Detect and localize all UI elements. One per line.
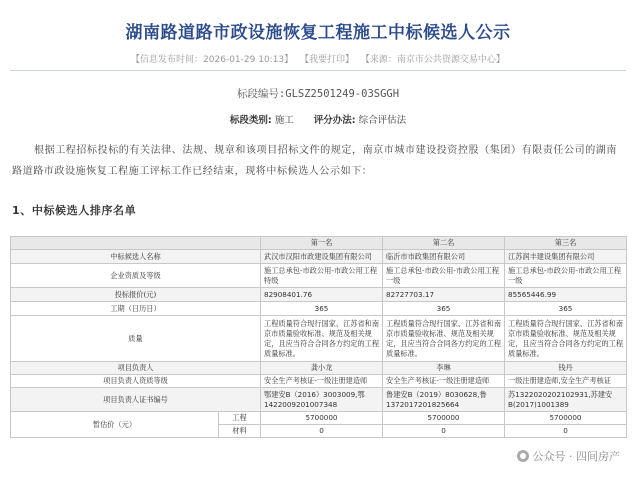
table-cell: 安全生产考核证-一级注册建造师 — [383, 375, 505, 388]
method-label: 评分办法: — [313, 115, 356, 126]
table-cell: 施工总承包-市政公用-市政公用工程一级 — [383, 264, 505, 288]
table-cell: 0 — [383, 425, 505, 438]
table-cell: 江苏润丰建设集团有限公司 — [505, 250, 627, 264]
table-cell: 鲁建安B（2019）8030628,鲁1372017201825664 — [383, 388, 505, 412]
table-cell: 5700000 — [505, 412, 627, 425]
wechat-icon — [517, 450, 529, 462]
table-cell: 0 — [261, 425, 383, 438]
table-cell: 365 — [505, 302, 627, 316]
type-line — [0, 112, 636, 126]
table-cell: 85565446.99 — [505, 288, 627, 302]
table-cell: 82727703.17 — [383, 288, 505, 302]
intro-paragraph: 根据工程招标投标的有关法律、法规、规章和该项目招标文件的规定，南京市城市建设投资控股（集团）有限责任公司的湖南路道路市政设施恢复工程施工评标工作已经结束，现将中标候选人公示如下： — [12, 145, 617, 177]
section-heading: 1、中标候选人排序名单 — [12, 204, 137, 217]
table-cell: 365 — [383, 302, 505, 316]
watermark — [513, 446, 625, 466]
meta-bar — [0, 52, 636, 65]
table-row — [11, 388, 627, 412]
header-empty-cell — [11, 237, 261, 250]
row-label: 项目负责人证书编号 — [11, 388, 261, 412]
header-rank-2: 第二名 — [383, 237, 505, 250]
table-cell: 李琳 — [383, 362, 505, 375]
row-label: 工期（日历日） — [11, 302, 261, 316]
row-label: 质量 — [11, 316, 261, 362]
candidates-table — [10, 236, 627, 438]
title-divider — [10, 70, 626, 71]
table-cell: 5700000 — [383, 412, 505, 425]
row-label: 中标候选人名称 — [11, 250, 261, 264]
table-cell: 365 — [261, 302, 383, 316]
table-cell: 工程质量符合现行国家、江苏省和南京市质量验收标准、规范及相关规定，且应当符合合同各方约定的工程质量标准。 — [383, 316, 505, 362]
table-cell: 工程质量符合现行国家、江苏省和南京市质量验收标准、规范及相关规定，且应当符合合同各方约定的工程质量标准。 — [261, 316, 383, 362]
table-row — [11, 362, 627, 375]
source-label: 【来源：南京市公共资源交易中心】 — [360, 55, 505, 65]
row-label: 企业资质及等级 — [11, 264, 261, 288]
table-cell: 钱丹 — [505, 362, 627, 375]
header-rank-3: 第三名 — [505, 237, 627, 250]
table-header-row — [11, 237, 627, 250]
publish-time: 【信息发布时间：2026-01-29 10:13】 — [131, 55, 294, 65]
table-row — [11, 302, 627, 316]
sub-row-label: 材料 — [219, 425, 261, 438]
table-cell: 龚小龙 — [261, 362, 383, 375]
table-cell: 临沂市市政集团有限公司 — [383, 250, 505, 264]
table-cell: 武汉市汉阳市政建设集团有限公司 — [261, 250, 383, 264]
table-row — [11, 375, 627, 388]
type-label: 标段类别: — [229, 115, 272, 126]
method-value: 综合评估法 — [358, 115, 407, 126]
table-row — [11, 250, 627, 264]
table-cell: 苏1322020202102931,苏建安B(2017)1001389 — [505, 388, 627, 412]
table-row — [11, 316, 627, 362]
table-cell: 施工总承包-市政公用-市政公用工程特级 — [261, 264, 383, 288]
table-cell: 5700000 — [261, 412, 383, 425]
table-cell: 安全生产考核证-一级注册建造师 — [261, 375, 383, 388]
row-label: 项目负责人 — [11, 362, 261, 375]
table-cell: 施工总承包-市政公用-市政公用工程一级 — [505, 264, 627, 288]
row-label: 暂估价（元） — [11, 412, 219, 438]
table-cell: 鄂建安B（2016）3003009,鄂1422009201007348 — [261, 388, 383, 412]
table-cell: 82908401.76 — [261, 288, 383, 302]
watermark-text: 公众号 · 四间房产 — [532, 450, 620, 463]
page-title: 湖南路道路市政设施恢复工程施工中标候选人公示 — [125, 23, 511, 43]
type-value: 施工 — [274, 115, 294, 126]
row-label: 项目负责人资质等级 — [11, 375, 261, 388]
row-label: 投标报价(元) — [11, 288, 261, 302]
table-cell: 工程质量符合现行国家、江苏省和南京市质量验收标准、规范及相关规定，且应当符合合同各方约定的工程质量标准。 — [505, 316, 627, 362]
table-row — [11, 264, 627, 288]
table-cell: 一级注册建造师,安全生产考核证 — [505, 375, 627, 388]
table-cell: 0 — [505, 425, 627, 438]
header-rank-1: 第一名 — [261, 237, 383, 250]
table-row — [11, 412, 627, 425]
sub-row-label: 工程 — [219, 412, 261, 425]
table-row — [11, 288, 627, 302]
section-code: 标段编号:GLSZ2501249-03SGGH — [236, 88, 400, 100]
print-link[interactable]: 【我要打印】 — [300, 55, 355, 65]
